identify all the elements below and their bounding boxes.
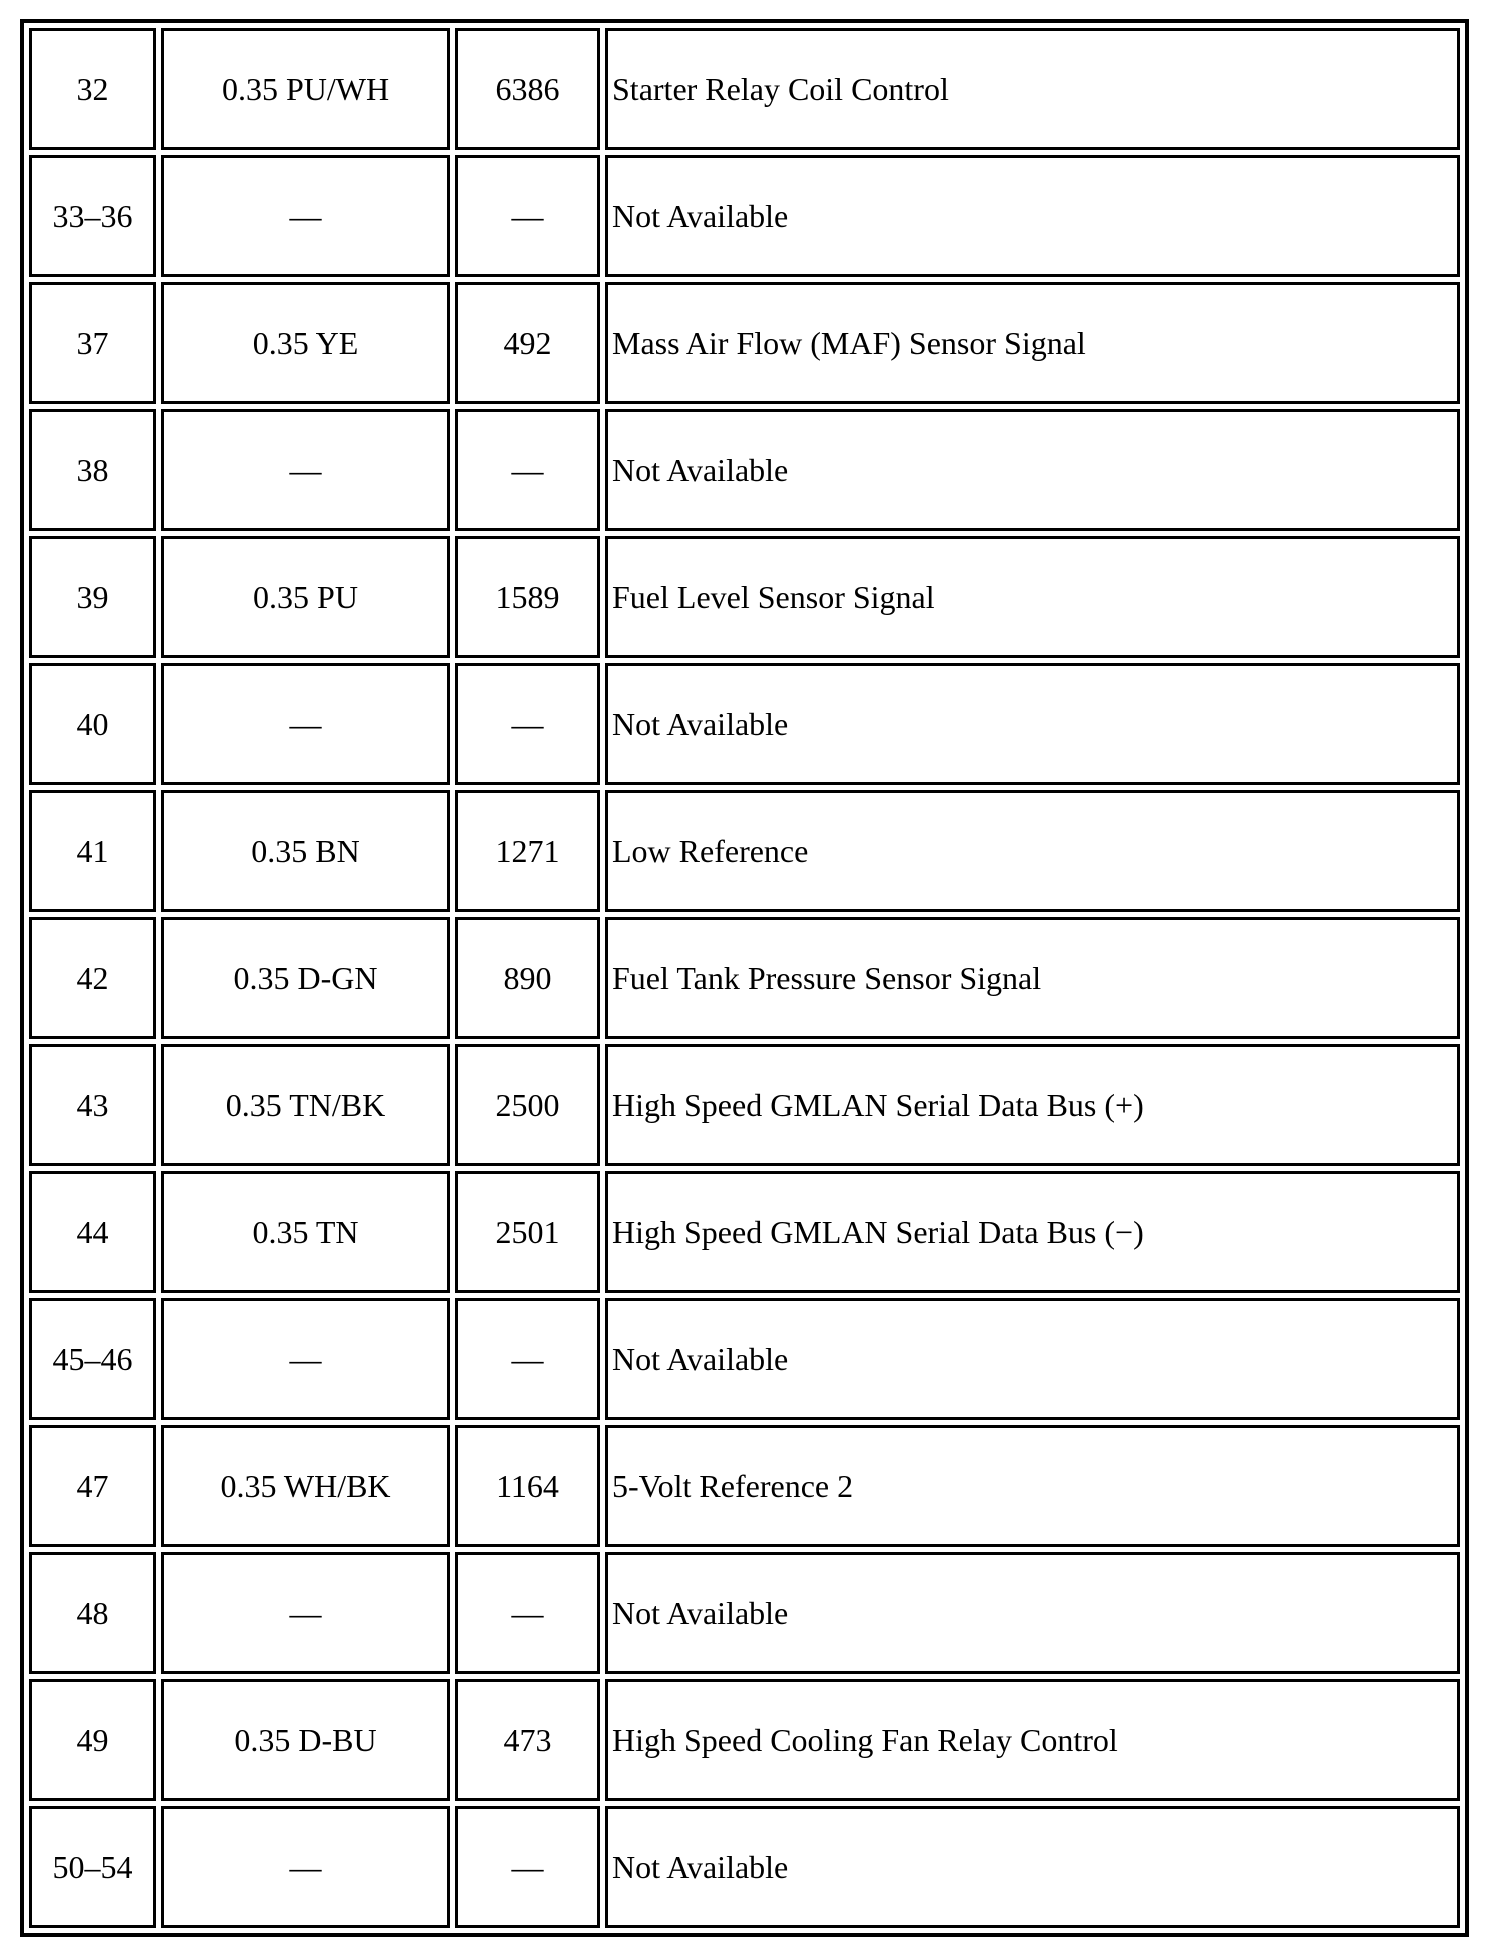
function-cell: Not Available [605, 1806, 1460, 1928]
wire-cell: 0.35 TN [161, 1171, 450, 1293]
wire-cell: — [161, 663, 450, 785]
pin-cell: 41 [29, 790, 156, 912]
pin-cell: 43 [29, 1044, 156, 1166]
function-cell: Mass Air Flow (MAF) Sensor Signal [605, 282, 1460, 404]
table-row [29, 409, 1460, 531]
table-row [29, 536, 1460, 658]
circuit-cell: 1271 [455, 790, 600, 912]
circuit-cell: — [455, 1298, 600, 1420]
function-cell: Low Reference [605, 790, 1460, 912]
wire-cell: 0.35 WH/BK [161, 1425, 450, 1547]
table-row [29, 28, 1460, 150]
wire-cell: — [161, 1298, 450, 1420]
wire-cell: 0.35 PU [161, 536, 450, 658]
circuit-cell: 1164 [455, 1425, 600, 1547]
circuit-cell: 1589 [455, 536, 600, 658]
pin-cell: 39 [29, 536, 156, 658]
pin-cell: 33–36 [29, 155, 156, 277]
pin-cell: 48 [29, 1552, 156, 1674]
pinout-table-body [29, 28, 1460, 1928]
connector-pinout-table [20, 19, 1469, 1937]
function-cell: Fuel Level Sensor Signal [605, 536, 1460, 658]
wire-cell: 0.35 BN [161, 790, 450, 912]
table-row [29, 663, 1460, 785]
function-cell: High Speed GMLAN Serial Data Bus (+) [605, 1044, 1460, 1166]
pin-cell: 42 [29, 917, 156, 1039]
wire-cell: 0.35 PU/WH [161, 28, 450, 150]
pin-cell: 50–54 [29, 1806, 156, 1928]
table-row [29, 282, 1460, 404]
wire-cell: — [161, 155, 450, 277]
circuit-cell: 473 [455, 1679, 600, 1801]
pin-cell: 38 [29, 409, 156, 531]
circuit-cell: 6386 [455, 28, 600, 150]
circuit-cell: 492 [455, 282, 600, 404]
circuit-cell: — [455, 1806, 600, 1928]
table-row [29, 917, 1460, 1039]
function-cell: 5-Volt Reference 2 [605, 1425, 1460, 1547]
wire-cell: 0.35 D-BU [161, 1679, 450, 1801]
circuit-cell: — [455, 155, 600, 277]
wire-cell: 0.35 YE [161, 282, 450, 404]
pin-cell: 47 [29, 1425, 156, 1547]
circuit-cell: 2500 [455, 1044, 600, 1166]
table-row [29, 1679, 1460, 1801]
wire-cell: — [161, 409, 450, 531]
circuit-cell: — [455, 409, 600, 531]
function-cell: High Speed Cooling Fan Relay Control [605, 1679, 1460, 1801]
function-cell: Not Available [605, 663, 1460, 785]
circuit-cell: — [455, 663, 600, 785]
function-cell: Not Available [605, 409, 1460, 531]
pin-cell: 44 [29, 1171, 156, 1293]
table-row [29, 1552, 1460, 1674]
pin-cell: 32 [29, 28, 156, 150]
wire-cell: — [161, 1552, 450, 1674]
function-cell: High Speed GMLAN Serial Data Bus (−) [605, 1171, 1460, 1293]
table-row [29, 1171, 1460, 1293]
circuit-cell: 890 [455, 917, 600, 1039]
pin-cell: 45–46 [29, 1298, 156, 1420]
wire-cell: 0.35 TN/BK [161, 1044, 450, 1166]
table-row [29, 1806, 1460, 1928]
function-cell: Starter Relay Coil Control [605, 28, 1460, 150]
pin-cell: 40 [29, 663, 156, 785]
wire-cell: — [161, 1806, 450, 1928]
function-cell: Not Available [605, 155, 1460, 277]
function-cell: Fuel Tank Pressure Sensor Signal [605, 917, 1460, 1039]
wire-cell: 0.35 D-GN [161, 917, 450, 1039]
circuit-cell: 2501 [455, 1171, 600, 1293]
circuit-cell: — [455, 1552, 600, 1674]
table-row [29, 1298, 1460, 1420]
table-row [29, 1425, 1460, 1547]
function-cell: Not Available [605, 1552, 1460, 1674]
pin-cell: 37 [29, 282, 156, 404]
table-row [29, 155, 1460, 277]
table-row [29, 790, 1460, 912]
pin-cell: 49 [29, 1679, 156, 1801]
function-cell: Not Available [605, 1298, 1460, 1420]
table-row [29, 1044, 1460, 1166]
